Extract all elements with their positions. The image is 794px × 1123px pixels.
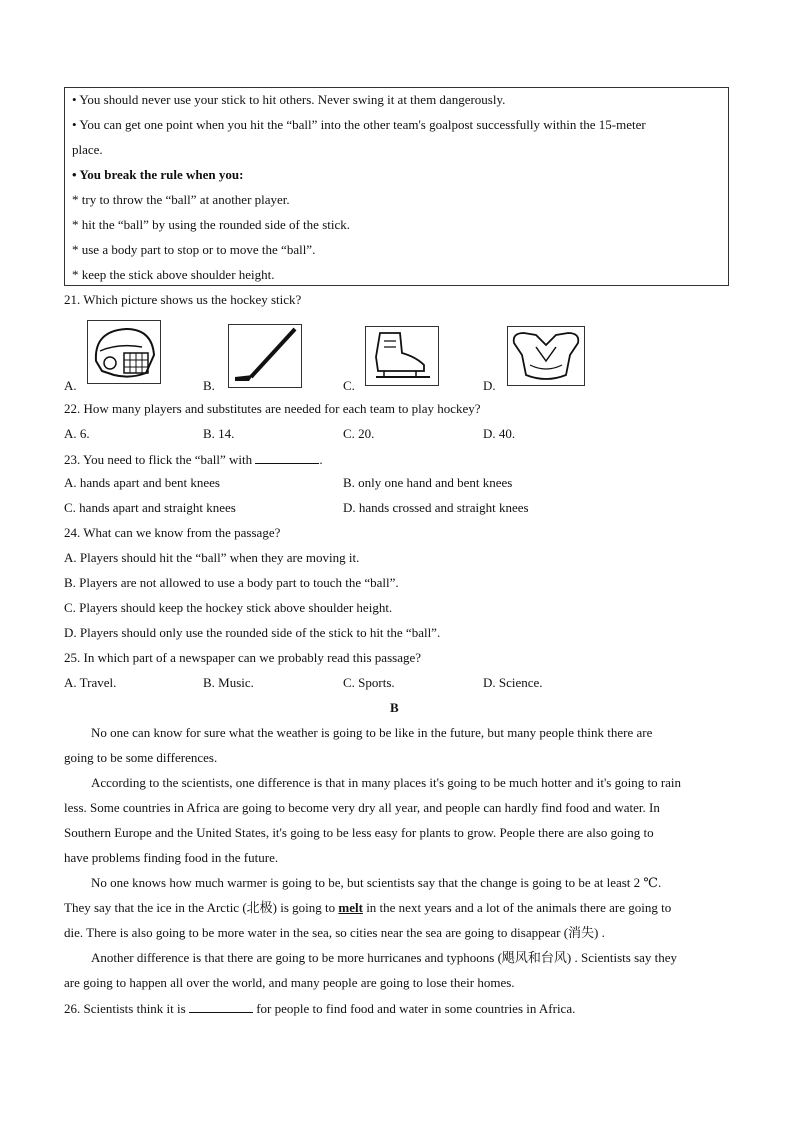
q21-label-c: C. [343,378,355,393]
passage-b-p1-line2: going to be some differences. [64,750,218,765]
passage-b-p4-line1: Another difference is that there are going to be more hurricanes and typhoons (飓风和台风) . Scientists say they [91,950,678,965]
question-25: 25. In which part of a newspaper can we probably read this passage? [64,650,422,665]
rule-line-6: * hit the “ball” by using the rounded side of the stick. [72,217,350,232]
rule-heading: • You break the rule when you: [72,167,244,182]
q23-stem-end: . [319,452,323,467]
passage-b-p2-line1: According to the scientists, one difference is that in many places it's going to be much hotter and it's going to rain [91,775,682,790]
q25-option-b[interactable]: B. Music. [203,675,254,690]
passage-b-p2-line2: less. Some countries in Africa are going to become very dry all year, and people can hardly find food and water. In [64,800,660,815]
q25-option-d[interactable]: D. Science. [483,675,543,690]
question-26 [64,1000,575,1017]
q24-option-a[interactable]: A. Players should hit the “ball” when they are moving it. [64,550,360,565]
q25-option-a[interactable]: A. Travel. [64,675,117,690]
q26-stem: 26. Scientists think it is [64,1001,186,1016]
question-22: 22. How many players and substitutes are needed for each team to play hockey? [64,401,481,416]
section-b-heading: B [390,700,399,715]
passage-b-p1-line1: No one can know for sure what the weather is going to be like in the future, but many people think there are [91,725,653,740]
q23-option-c[interactable]: C. hands apart and straight knees [64,500,236,515]
q22-option-a[interactable]: A. 6. [64,426,90,441]
q23-blank[interactable] [255,451,319,464]
rule-line-8: * keep the stick above shoulder height. [72,267,275,282]
q23-stem: 23. You need to flick the “ball” with [64,452,253,467]
question-23 [64,451,323,468]
passage-b-p3-line3: die. There is also going to be more water in the sea, so cities near the sea are going to disappear (消失) . [64,925,605,940]
q26-blank[interactable] [189,1000,253,1013]
p3-text-before: They say that the ice in the Arctic (北极) is going to [64,900,336,915]
q24-option-b[interactable]: B. Players are not allowed to use a body part to touch the “ball”. [64,575,399,590]
q21-label-a: A. [64,378,77,393]
q22-option-b[interactable]: B. 14. [203,426,235,441]
question-21: 21. Which picture shows us the hockey stick? [64,292,302,307]
q24-option-d[interactable]: D. Players should only use the rounded side of the stick to hit the “ball”. [64,625,441,640]
q23-option-a[interactable]: A. hands apart and bent knees [64,475,220,490]
rule-line-1: • You should never use your stick to hit others. Never swing it at them dangerously. [72,92,506,107]
q23-option-d[interactable]: D. hands crossed and straight knees [343,500,529,515]
question-24: 24. What can we know from the passage? [64,525,281,540]
q25-option-c[interactable]: C. Sports. [343,675,395,690]
passage-b-p4-line2: are going to happen all over the world, and many people are going to lose their homes. [64,975,515,990]
passage-b-p3-line1: No one knows how much warmer is going to be, but scientists say that the change is going to be at least 2 ℃. [91,875,662,890]
q22-option-d[interactable]: D. 40. [483,426,516,441]
passage-b-p2-line3: Southern Europe and the United States, it's going to be less easy for plants to grow. People there are also going to [64,825,654,840]
q22-option-c[interactable]: C. 20. [343,426,375,441]
keyword-melt: melt [338,900,363,915]
passage-b-p3-line2 [64,900,671,916]
rule-line-7: * use a body part to stop or to move the “ball”. [72,242,316,257]
q23-option-b[interactable]: B. only one hand and bent knees [343,475,513,490]
rule-line-2: • You can get one point when you hit the “ball” into the other team's goalpost successfully within the 15-meter [72,117,646,132]
q21-label-d: D. [483,378,496,393]
q24-option-c[interactable]: C. Players should keep the hockey stick above shoulder height. [64,600,393,615]
rule-line-5: * try to throw the “ball” at another player. [72,192,290,207]
p3-text-after: in the next years and a lot of the animals there are going to [366,900,672,915]
q26-stem-end: for people to find food and water in some countries in Africa. [256,1001,576,1016]
rule-line-3: place. [72,142,103,157]
q21-label-b: B. [203,378,215,393]
passage-b-p2-line4: have problems finding food in the future. [64,850,279,865]
chest-protector-icon[interactable] [507,326,585,386]
helmet-icon[interactable] [87,320,161,384]
skate-icon[interactable] [365,326,439,386]
hockey-stick-icon[interactable] [228,324,302,388]
